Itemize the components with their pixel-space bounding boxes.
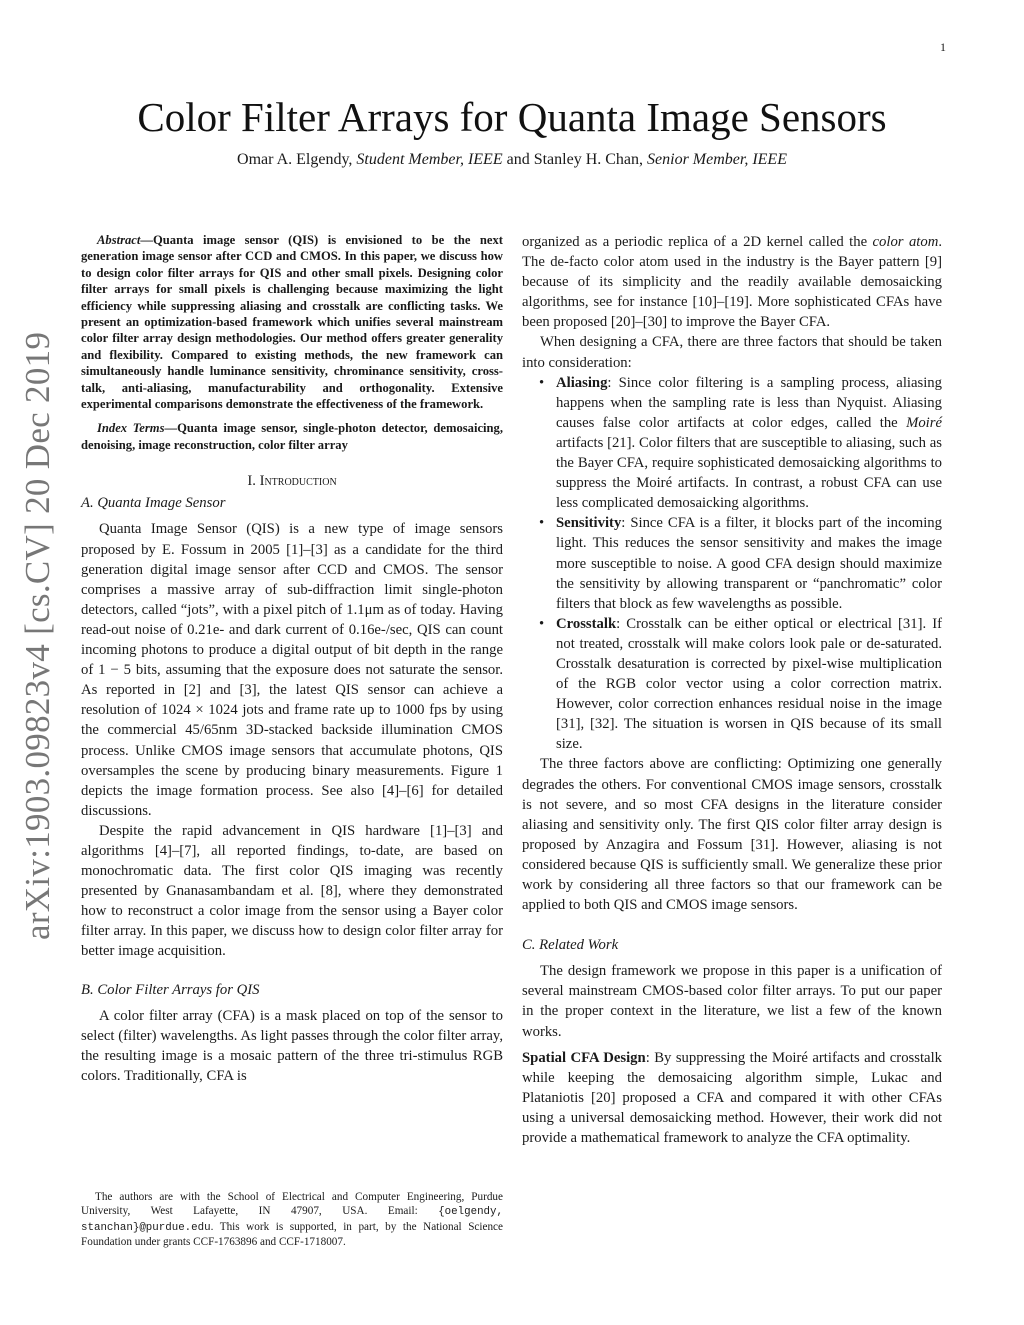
aliasing-text-1: : Since color filtering is a sampling process, aliasing happens when the sampling rate is less than Nyquist. Aliasing causes false color artifacts at color edges, called the (556, 374, 942, 431)
related-work-paragraph: The design framework we propose in this paper is a unification of several mainstream CMOS-based color filter arrays. To put our paper in the proper context in the literature, we list a few of the known works. (522, 963, 942, 1040)
right-column (522, 232, 942, 1148)
index-terms-label: Index Terms (97, 421, 165, 436)
list-item-sensitivity (539, 513, 942, 613)
crosstalk-label: Crosstalk (556, 615, 617, 632)
subsection-heading-cfa: B. Color Filter Arrays for QIS (81, 981, 260, 998)
author-conjunction: and Stanley H. Chan, (502, 151, 648, 168)
index-terms-text: —Quanta image sensor, single-photon detector, demosaicing, denoising, image reconstruction, color filter array (81, 421, 503, 452)
author-line (0, 151, 1024, 169)
aliasing-label: Aliasing (556, 374, 608, 391)
footnote (81, 1190, 503, 1249)
footnote-funding: . This work is supported, in part, by the National Science Foundation under grants CCF-1763896 and CCF-1718007. (81, 1220, 503, 1248)
subsection-heading-qis: A. Quanta Image Sensor (81, 495, 226, 512)
moire-term: Moiré (906, 414, 942, 431)
abstract-label: Abstract (97, 233, 141, 247)
page-number: 1 (940, 40, 946, 54)
intro-paragraph-2: Despite the rapid advancement in QIS hardware [1]–[3] and algorithms [4]–[7], all reported findings, to-date, are based on monochromatic data. The first color QIS imaging was recently presented by Gnanasambandam et al. [8], where they demonstrated how to reconstruct a color image from the sensor using a Bayer color filter array. In this paper, we discuss how to design color filter array for better image acquisition. (81, 822, 503, 960)
cfa-continued-text-2: . The de-facto color atom used in the industry is the Bayer pattern [9] because of its simplicity and the readily available demosaicking algorithms, see for instance [10]–[19]. More sophisticated CFAs have been proposed [20]–[30] to improve the Bayer CFA. (522, 234, 942, 331)
author-2-role: Senior Member, IEEE (647, 151, 787, 168)
author-1-name: Omar A. Elgendy, (237, 151, 357, 168)
crosstalk-text: : Crosstalk can be either optical or electrical [31]. If not treated, crosstalk will make colors look pale or de-saturated. Crosstalk desaturation is corrected by pixel-wise multiplication of the RGB color vector using a color correction matrix. However, color correction enhances residual noise in the image [31], [32]. The situation is worsen in QIS because of its small size. (556, 615, 942, 753)
design-factors-intro: When designing a CFA, there are three factors that should be taken into consideration: (522, 334, 942, 371)
author-1-role: Student Member, IEEE (356, 151, 503, 168)
cfa-paragraph-1: A color filter array (CFA) is a mask placed on top of the sensor to select (filter) wavelengths. As light passes through the color filter array, the resulting image is a mosaic pattern of the three tri-stimulus RGB colors. Traditionally, CFA is (81, 1007, 503, 1084)
bullet-icon: • (539, 515, 545, 532)
abstract-text: —Quanta image sensor (QIS) is envisioned to be the next generation image sensor after CCD and CMOS. In this paper, we discuss how to design color filter arrays for QIS and other small pixels. Designing color filter arrays for small pixels is challenging because maximizing the light efficiency while suppressing aliasing and crosstalk are conflicting tasks. We present an optimization-based framework which unifies several mainstream color filter array design methodologies. Our method offers greater generality and flexibility. Compared to existing methods, the new framework can simultaneously handle luminance sensitivity, chrominance sensitivity, cross-talk, anti-aliasing, manufacturability and orthogonality. Extensive experimental comparisons demonstrate the effectiveness of the framework. (81, 233, 503, 412)
arxiv-identifier-stamp[interactable]: arXiv:1903.09823v4 [cs.CV] 20 Dec 2019 (18, 331, 57, 940)
section-title: Introduction (259, 473, 337, 490)
aliasing-text-2: artifacts [21]. Color filters that are susceptible to aliasing, such as the Bayer CFA, require sophisticated demosaicking algorithms to suppress the Moiré artifacts. In contrast, a robust CFA can use less complicated demosaicking algorithms. (556, 434, 942, 512)
list-item-crosstalk (539, 614, 942, 755)
conflicting-factors-paragraph: The three factors above are conflicting: Optimizing one generally degrades the others. For conventional CMOS image sensors, crosstalk is not severe, and so most CFA designs in the literature consider aliasing and sensitivity only. The first QIS color filter array design is proposed by Anzagira and Fossum [31]. However, aliasing is not considered because QIS is sufficiently small. We generalize these prior work by considering all three factors so that our framework can be applied to both QIS and CMOS image sensors. (522, 756, 942, 914)
bullet-icon: • (539, 374, 545, 391)
footnote-affiliation: The authors are with the School of Electrical and Computer Engineering, Purdue University, West Lafayette, IN 47907, USA. Email: (81, 1191, 503, 1218)
section-heading-introduction (81, 471, 503, 491)
left-column (81, 232, 503, 1086)
paper-title: Color Filter Arrays for Quanta Image Sensors (137, 94, 887, 140)
cfa-continued-text-1: organized as a periodic replica of a 2D kernel called the (522, 234, 873, 250)
sensitivity-text: : Since CFA is a filter, it blocks part of the incoming light. This reduces the sensor sensitivity and makes the image more susceptible to noise. A good CFA design should maximize the sensitivity by allowing transparent or “panchromatic” color filters that block as few wavelengths as possible. (556, 515, 942, 612)
spatial-cfa-paragraph (522, 1048, 942, 1148)
footnote-email[interactable]: {oelgendy, stanchan}@purdue.edu (81, 1206, 503, 1234)
bullet-icon: • (539, 615, 545, 632)
section-numeral: I. (247, 473, 260, 490)
cfa-paragraph-continued (522, 232, 942, 332)
spatial-cfa-label: Spatial CFA Design (522, 1049, 646, 1066)
sensitivity-label: Sensitivity (556, 515, 622, 532)
index-terms (81, 420, 503, 453)
subsection-heading-related-work: C. Related Work (522, 937, 619, 954)
spatial-cfa-text: : By suppressing the Moiré artifacts and crosstalk while keeping the demosaicing algorithm simple, Lukac and Plataniotis [20] proposed a CFA and compared it with other CFAs using a universal demosaicking method. However, their work did not provide a mathematical framework to analyze the CFA optimality. (522, 1049, 942, 1147)
design-factors-list (522, 373, 942, 755)
color-atom-term: color atom (872, 234, 939, 250)
abstract (81, 232, 503, 412)
list-item-aliasing (539, 373, 942, 514)
intro-paragraph-1: Quanta Image Sensor (QIS) is a new type of image sensors proposed by E. Fossum in 2005 [1]–[3] as a candidate for the third generation digital image sensor after CCD and CMOS. The sensor comprises a massive array of sub-diffraction limit single-photon detectors, called “jots”, with a pixel pitch of 1.1μm as of today. Having read-out noise of 0.21e- and dark current of 0.16e-/sec, QIS can count incoming photons to produce a digital output of bit depth in the range of 1 − 5 bits, assuming that the exposure does not saturate the sensor. As reported in [2] and [3], the latest QIS sensor can achieve a resolution of 1024 × 1024 jots and frame rate up to 1000 fps by using the commercial 45/65nm 3D-stacked backside illumination CMOS process. Unlike CMOS image sensors that accumulate photons, QIS oversamples the scene by producing binary measurements. Figure 1 depicts the image formation process. See also [4]–[6] for detailed discussions. (81, 521, 503, 819)
